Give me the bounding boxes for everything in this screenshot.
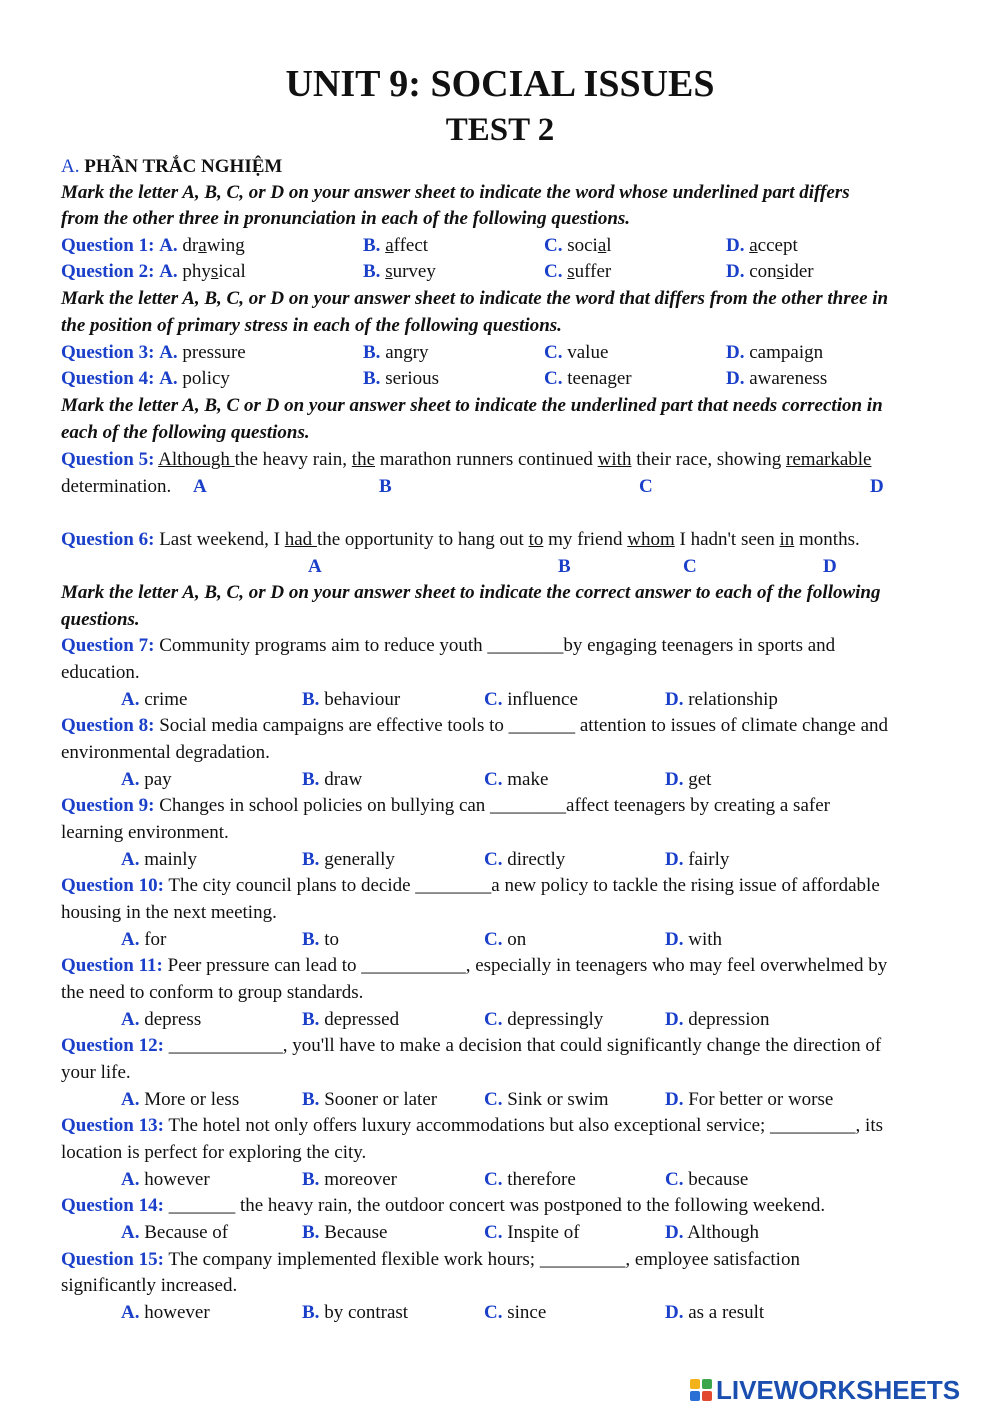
q4-option-a[interactable]: policy [182,368,230,389]
question-3-label: Question 3: A. pressure [61,342,246,363]
q9-option-a[interactable]: A. mainly [121,849,198,870]
q10-option-d[interactable]: D. with [665,929,723,950]
question-11-stem: Question 11: Peer pressure can lead to ___________, especially in teenagers who may feel overwhelmed by [61,955,888,976]
q3-option-a[interactable]: pressure [182,342,246,363]
q5-letter-b: B [379,476,392,497]
question-2-label: Question 2: A. physical [61,261,246,282]
question-4-label: Question 4: A. policy [61,368,230,389]
q10-option-b[interactable]: B. to [302,929,339,950]
q14-option-a[interactable]: A. Because of [121,1222,229,1243]
q6-part-a[interactable]: had [284,529,317,550]
q4-option-d[interactable]: D. awareness [726,368,828,389]
q2-option-b[interactable]: B. survey [363,261,436,282]
q6-letter-d: D [823,556,837,577]
question-10-stem: Question 10: The city council plans to decide ________a new policy to tackle the rising issue of affordable [61,875,880,896]
q1-option-c[interactable]: C. social [544,235,612,256]
q11-option-a[interactable]: A. depress [121,1009,202,1030]
question-8-stem: Question 8: Social media campaigns are effective tools to _______ attention to issues of climate change and [61,715,889,736]
q15-stem-cont: significantly increased. [61,1275,238,1296]
q10-option-c[interactable]: C. on [484,929,527,950]
q12-option-b[interactable]: B. Sooner or later [302,1089,438,1110]
instruction-pronunciation-cont: from the other three in pronunciation in each of the following questions. [61,208,631,229]
q5-stem-cont: determination. [61,476,172,497]
q3-option-c[interactable]: C. value [544,342,609,363]
question-14-stem: Question 14: _______ the heavy rain, the outdoor concert was postponed to the following weekend. [61,1195,826,1216]
q2-option-d[interactable]: D. consider [726,261,814,282]
q15-option-c[interactable]: C. since [484,1302,547,1323]
q12-option-c[interactable]: C. Sink or swim [484,1089,609,1110]
q9-option-b[interactable]: B. generally [302,849,395,870]
q14-option-b[interactable]: B. Because [302,1222,388,1243]
instruction-multiple-choice-cont: questions. [61,609,140,630]
q5-part-d[interactable]: remarkable [786,449,872,470]
instruction-multiple-choice: Mark the letter A, B, C, or D on your answer sheet to indicate the correct answer to each of the following [61,582,881,603]
q7-option-b[interactable]: B. behaviour [302,689,401,710]
q13-option-a[interactable]: A. however [121,1169,210,1190]
q4-option-c[interactable]: C. teenager [544,368,632,389]
question-5-stem: Question 5: Although the heavy rain, the marathon runners continued with their race, showing remarkable [61,449,872,470]
q13-option-c[interactable]: C. therefore [484,1169,576,1190]
q13-option-d[interactable]: C. because [665,1169,749,1190]
question-9-stem: Question 9: Changes in school policies on bullying can ________affect teenagers by creating a safer [61,795,830,816]
q8-stem-cont: environmental degradation. [61,742,270,763]
q11-option-b[interactable]: B. depressed [302,1009,400,1030]
q13-stem-cont: location is perfect for exploring the city. [61,1142,367,1163]
q8-option-b[interactable]: B. draw [302,769,363,790]
q5-letter-a: A [193,476,207,497]
q5-part-c[interactable]: with [597,449,632,470]
q6-letter-a: A [308,556,322,577]
section-a-heading: A. PHẦN TRẮC NGHIỆM [61,156,283,177]
q12-option-a[interactable]: A. More or less [121,1089,240,1110]
q10-stem-cont: housing in the next meeting. [61,902,277,923]
q3-option-d[interactable]: D. campaign [726,342,824,363]
q11-option-c[interactable]: C. depressingly [484,1009,604,1030]
liveworksheets-logo[interactable] [690,1374,960,1406]
q9-option-c[interactable]: C. directly [484,849,566,870]
q12-option-d[interactable]: D. For better or worse [665,1089,834,1110]
q6-letter-b: B [558,556,571,577]
q4-option-b[interactable]: B. serious [363,368,440,389]
q5-letter-c: C [639,476,653,497]
q1-option-a[interactable]: drawing [182,235,245,256]
q1-option-b[interactable]: B. affect [363,235,429,256]
q11-option-d[interactable]: D. depression [665,1009,770,1030]
question-13-stem: Question 13: The hotel not only offers luxury accommodations but also exceptional service; _________, its [61,1115,883,1136]
instruction-stress-cont: the position of primary stress in each of the following questions. [61,315,562,336]
q14-option-d[interactable]: D. Although [665,1222,759,1243]
q1-option-d[interactable]: D. accept [726,235,798,256]
q5-letter-d: D [870,476,884,497]
q7-stem-cont: education. [61,662,140,683]
q13-option-b[interactable]: B. moreover [302,1169,397,1190]
q12-stem-cont: your life. [61,1062,131,1083]
page-title: UNIT 9: SOCIAL ISSUES [285,63,715,105]
q2-option-c[interactable]: C. suffer [544,261,612,282]
q14-option-c[interactable]: C. Inspite of [484,1222,580,1243]
q6-part-c[interactable]: whom [627,529,675,550]
question-1-label: Question 1: A. drawing [61,235,245,256]
q9-option-d[interactable]: D. fairly [665,849,730,870]
instruction-pronunciation: Mark the letter A, B, C, or D on your answer sheet to indicate the word whose underlined part differs [61,182,850,203]
q10-option-a[interactable]: A. for [121,929,167,950]
q6-letter-c: C [683,556,697,577]
liveworksheets-brand-text: LIVEWORKSHEETS [716,1374,961,1405]
instruction-error: Mark the letter A, B, C or D on your answer sheet to indicate the underlined part that needs correction in [61,395,883,416]
instruction-error-cont: each of the following questions. [61,422,310,443]
q15-option-d[interactable]: D. as a result [665,1302,765,1323]
q15-option-a[interactable]: A. however [121,1302,210,1323]
q5-part-b[interactable]: the [351,449,376,470]
q3-option-b[interactable]: B. angry [363,342,429,363]
q8-option-c[interactable]: C. make [484,769,549,790]
q7-option-a[interactable]: A. crime [121,689,188,710]
q6-part-d[interactable]: in [779,529,795,550]
q6-part-b[interactable]: to [528,529,544,550]
q2-option-a[interactable]: physical [182,261,246,282]
q9-stem-cont: learning environment. [61,822,229,843]
question-7-stem: Question 7: Community programs aim to reduce youth ________by engaging teenagers in sports and [61,635,836,656]
page-subtitle: TEST 2 [445,112,555,148]
q8-option-d[interactable]: D. get [665,769,712,790]
q7-option-c[interactable]: C. influence [484,689,578,710]
question-12-stem: Question 12: ____________, you'll have to make a decision that could significantly change the direction of [61,1035,882,1056]
liveworksheets-logo-icon [690,1379,712,1401]
q8-option-a[interactable]: A. pay [121,769,172,790]
instruction-stress: Mark the letter A, B, C, or D on your answer sheet to indicate the word that differs from the other three in [61,288,889,309]
question-15-stem: Question 15: The company implemented flexible work hours; _________, employee satisfaction [61,1249,800,1270]
q5-part-a[interactable]: Although [158,449,235,470]
q11-stem-cont: the need to conform to group standards. [61,982,364,1003]
question-6-stem: Question 6: Last weekend, I had the opportunity to hang out to my friend whom I hadn't seen in months. [61,529,860,550]
q15-option-b[interactable]: B. by contrast [302,1302,409,1323]
q7-option-d[interactable]: D. relationship [665,689,778,710]
